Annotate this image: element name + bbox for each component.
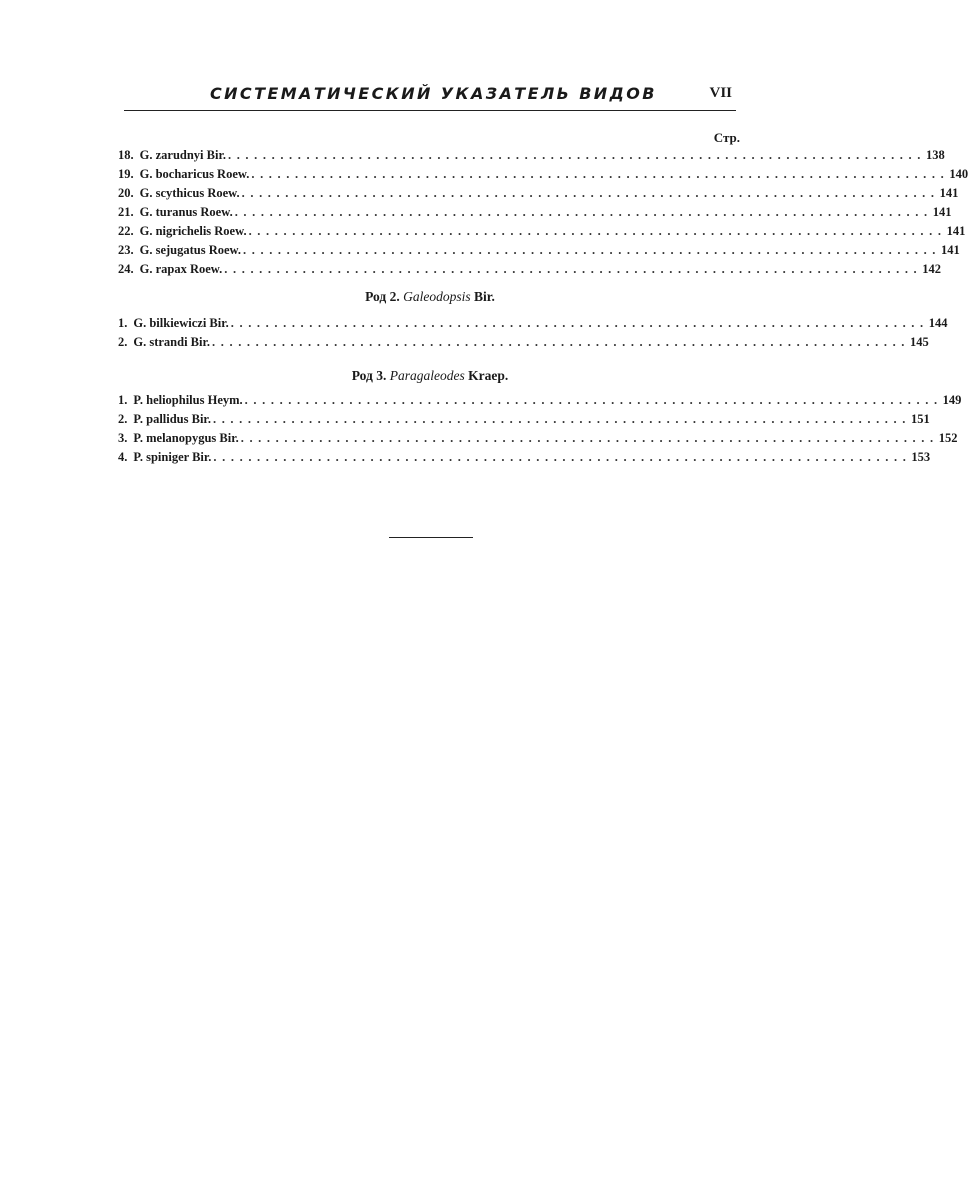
toc-entry bbox=[118, 167, 968, 186]
dot-leader: ................................................................................ bbox=[224, 262, 923, 276]
species-name: G. strandi Bir. bbox=[133, 335, 211, 349]
page-header bbox=[124, 84, 736, 110]
entry-number: 2. bbox=[118, 412, 128, 426]
toc-entry bbox=[118, 186, 959, 205]
entry-number: 22. bbox=[118, 224, 134, 238]
species-name: G. bocharicus Roew. bbox=[139, 167, 250, 181]
entry-number: 24. bbox=[118, 262, 134, 276]
toc-entry bbox=[118, 450, 931, 469]
entry-number: 21. bbox=[118, 205, 134, 219]
dot-leader: ................................................................................ bbox=[230, 316, 929, 330]
species-name: G. nigrichelis Roew. bbox=[139, 224, 247, 238]
toc-entry bbox=[118, 393, 962, 412]
dot-leader: ................................................................................ bbox=[213, 450, 912, 464]
page-ref: 141 bbox=[941, 243, 960, 257]
toc-section-2 bbox=[118, 316, 948, 354]
entry-number: 1. bbox=[118, 316, 128, 330]
toc-section-3 bbox=[118, 393, 962, 469]
species-name: G. scythicus Roew. bbox=[139, 186, 240, 200]
genus-author: Bir. bbox=[473, 289, 495, 304]
toc-entry bbox=[118, 243, 960, 262]
entry-number: 18. bbox=[118, 148, 134, 162]
toc-entry bbox=[118, 316, 948, 335]
toc-entry bbox=[118, 412, 930, 431]
dot-leader: ................................................................................ bbox=[251, 167, 950, 181]
species-name: G. zarudnyi Bir. bbox=[139, 148, 226, 162]
genus-heading bbox=[124, 368, 736, 384]
page-column-heading: Стр. bbox=[713, 130, 740, 145]
page-ref: 152 bbox=[938, 431, 958, 445]
genus-prefix: Род 3. bbox=[351, 368, 387, 383]
page-ref: 138 bbox=[925, 148, 945, 162]
dot-leader: ................................................................................ bbox=[212, 335, 911, 349]
dot-leader: ................................................................................ bbox=[248, 224, 947, 238]
entry-number: 1. bbox=[118, 393, 128, 407]
species-name: G. turanus Roew. bbox=[139, 205, 233, 219]
species-name: P. pallidus Bir. bbox=[133, 412, 211, 426]
toc-entry bbox=[118, 224, 966, 243]
page-number: VII bbox=[709, 85, 732, 101]
end-rule bbox=[389, 537, 473, 538]
running-title: СИСТЕМАТИЧЕСКИЙ УКАЗАТЕЛЬ ВИДОВ bbox=[210, 84, 657, 103]
species-name: P. spiniger Bir. bbox=[133, 450, 212, 464]
dot-leader: ................................................................................ bbox=[227, 148, 926, 162]
dot-leader: ................................................................................ bbox=[234, 205, 933, 219]
page-ref: 145 bbox=[910, 335, 929, 349]
genus-name: Paragaleodes bbox=[389, 368, 465, 383]
page-ref: 153 bbox=[911, 450, 931, 464]
species-name: G. rapax Roew. bbox=[139, 262, 223, 276]
page-ref: 151 bbox=[910, 412, 930, 426]
genus-name: Galeodopsis bbox=[403, 289, 471, 304]
dot-leader: ................................................................................ bbox=[240, 431, 939, 445]
species-name: P. heliophilus Heym. bbox=[133, 393, 243, 407]
page-ref: 140 bbox=[949, 167, 968, 181]
page-ref: 142 bbox=[922, 262, 942, 276]
genus-author: Kraep. bbox=[468, 368, 509, 383]
dot-leader: ................................................................................ bbox=[241, 186, 940, 200]
page-ref: 141 bbox=[939, 186, 959, 200]
toc-section-1 bbox=[118, 148, 968, 281]
toc-entry bbox=[118, 205, 952, 224]
toc-entry bbox=[118, 262, 942, 281]
entry-number: 2. bbox=[118, 335, 128, 349]
entry-number: 3. bbox=[118, 431, 128, 445]
entry-number: 23. bbox=[118, 243, 134, 257]
header-rule bbox=[124, 110, 736, 111]
page-ref: 141 bbox=[932, 205, 952, 219]
dot-leader: ................................................................................ bbox=[244, 393, 943, 407]
page-ref: 149 bbox=[942, 393, 962, 407]
dot-leader: ................................................................................ bbox=[243, 243, 942, 257]
entry-number: 19. bbox=[118, 167, 134, 181]
toc-entry bbox=[118, 335, 929, 354]
toc-entry bbox=[118, 431, 958, 450]
species-name: G. bilkiewiczi Bir. bbox=[133, 316, 229, 330]
entry-number: 4. bbox=[118, 450, 128, 464]
entry-number: 20. bbox=[118, 186, 134, 200]
genus-heading bbox=[124, 289, 736, 305]
page-ref: 144 bbox=[928, 316, 948, 330]
page-ref: 141 bbox=[946, 224, 966, 238]
genus-prefix: Род 2. bbox=[365, 289, 400, 304]
species-name: P. melanopygus Bir. bbox=[133, 431, 239, 445]
dot-leader: ................................................................................ bbox=[212, 412, 911, 426]
species-name: G. sejugatus Roew. bbox=[139, 243, 242, 257]
toc-entry bbox=[118, 148, 945, 167]
